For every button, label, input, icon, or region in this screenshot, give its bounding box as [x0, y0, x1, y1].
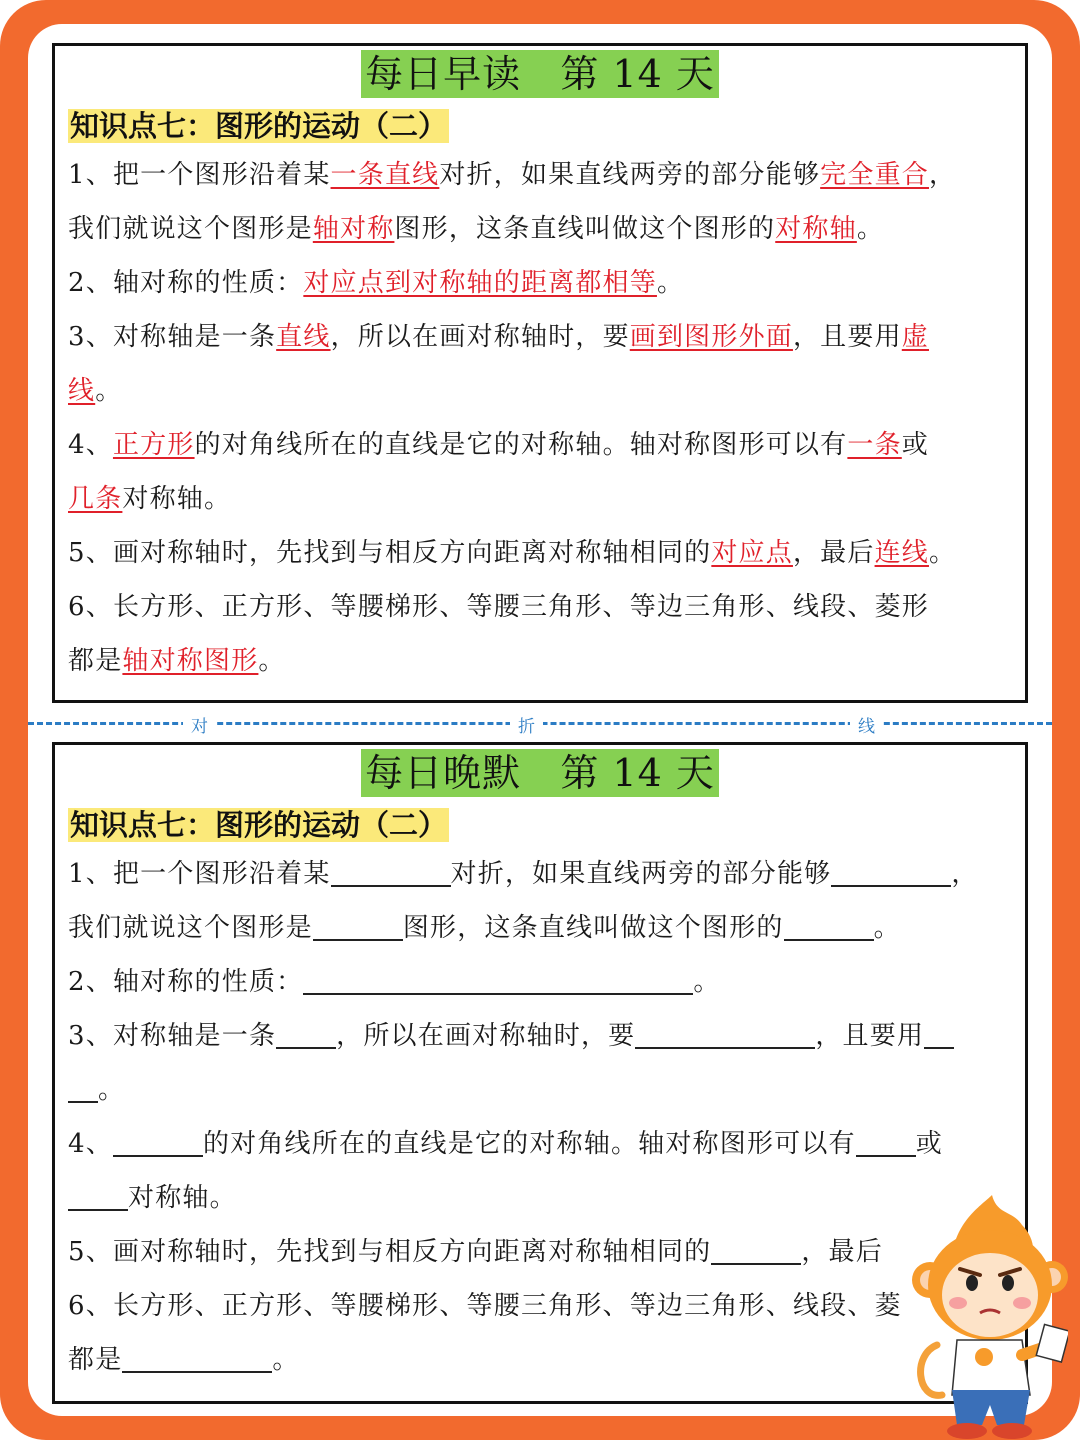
morning-reading-card	[52, 43, 1028, 703]
answer-text: 对应点到对称轴的距离都相等	[303, 268, 657, 298]
plain-text: 。	[928, 538, 957, 568]
evening-content	[68, 847, 1018, 1387]
text-line	[68, 847, 1018, 901]
text-line	[68, 256, 1018, 310]
plain-text: 对折，如果直线两旁的部分能够	[439, 160, 821, 190]
plain-text: 我们就说这个图形是	[68, 214, 313, 244]
fill-blank	[831, 847, 951, 887]
evening-section-heading: 知识点七：图形的运动（二）	[70, 808, 448, 842]
answer-text: 对应点	[711, 538, 793, 568]
plain-text: 都是	[68, 1345, 123, 1375]
plain-text: 或	[915, 1129, 943, 1159]
text-line	[68, 955, 1018, 1009]
answer-text: 完全重合	[820, 160, 929, 190]
answer-text: 虚	[901, 322, 929, 352]
plain-text: 。	[856, 214, 885, 244]
morning-section-heading: 知识点七：图形的运动（二）	[70, 109, 448, 143]
text-line	[68, 1333, 1018, 1387]
plain-text: ，	[928, 160, 957, 190]
plain-text: 或	[901, 430, 929, 460]
fill-blank	[711, 1225, 801, 1265]
plain-text: 6、长方形、正方形、等腰梯形、等腰三角形、等边三角形、线段、菱	[68, 1291, 902, 1321]
fill-blank	[113, 1117, 203, 1157]
evening-dictation-card	[52, 742, 1028, 1404]
plain-text: 。	[95, 376, 123, 406]
answer-text: 线	[68, 376, 96, 406]
plain-text: 5、画对称轴时，先找到与相反方向距离对称轴相同的	[68, 1237, 712, 1267]
plain-text: ，最后	[792, 538, 875, 568]
fill-blank	[331, 847, 451, 887]
text-line	[68, 364, 1018, 418]
answer-text: 一条直线	[330, 160, 440, 190]
fill-blank	[924, 1009, 954, 1049]
text-line	[68, 1171, 1018, 1225]
plain-text: 6、长方形、正方形、等腰梯形、等腰三角形、等边三角形、线段、菱形	[68, 592, 929, 622]
plain-text: ，最后	[801, 1237, 883, 1267]
plain-text: ，所以在画对称轴时，要	[336, 1021, 636, 1051]
plain-text: 2、轴对称的性质：	[68, 967, 304, 997]
fill-blank	[122, 1333, 272, 1373]
fill-blank	[784, 901, 874, 941]
answer-text: 轴对称图形	[122, 646, 259, 676]
monkey-mascot-icon	[912, 1195, 1068, 1440]
text-line	[68, 1063, 1018, 1117]
text-line	[68, 310, 1018, 364]
plain-text: 。	[693, 967, 721, 997]
fold-label-1: 对	[183, 712, 216, 737]
plain-text: 的对角线所在的直线是它的对称轴。轴对称图形可以有	[194, 430, 848, 460]
fill-blank	[856, 1117, 916, 1157]
answer-text: 对称轴	[775, 214, 857, 244]
plain-text: 的对角线所在的直线是它的对称轴。轴对称图形可以有	[202, 1129, 856, 1159]
fill-blank	[276, 1009, 336, 1049]
plain-text: 图形，这条直线叫做这个图形的	[402, 913, 784, 943]
fill-blank	[303, 955, 693, 995]
fill-blank	[68, 1063, 98, 1103]
plain-text: 4、	[68, 430, 113, 460]
plain-text: 2、轴对称的性质：	[68, 268, 304, 298]
plain-text: ，所以在画对称轴时，要	[330, 322, 630, 352]
fold-label-2: 折	[510, 712, 543, 737]
plain-text: 对称轴。	[128, 1183, 237, 1213]
evening-title: 每日晚默 第 14 天	[361, 749, 719, 797]
fill-blank	[313, 901, 403, 941]
plain-text: ，且要用	[792, 322, 902, 352]
text-line	[68, 1117, 1018, 1171]
plain-text: 。	[98, 1075, 126, 1105]
plain-text: 。	[258, 646, 286, 676]
answer-text: 连线	[874, 538, 929, 568]
plain-text: 我们就说这个图形是	[68, 913, 313, 943]
answer-text: 画到图形外面	[629, 322, 793, 352]
fill-blank	[635, 1009, 815, 1049]
text-line	[68, 580, 1018, 634]
plain-text: 都是	[68, 646, 123, 676]
plain-text: 图形，这条直线叫做这个图形的	[394, 214, 776, 244]
answer-text: 正方形	[112, 430, 195, 460]
plain-text: 4、	[68, 1129, 113, 1159]
answer-text: 一条	[847, 430, 902, 460]
plain-text: 。	[272, 1345, 300, 1375]
text-line	[68, 634, 1018, 688]
text-line	[68, 901, 1018, 955]
fold-label-3: 线	[850, 712, 883, 737]
plain-text: 对折，如果直线两旁的部分能够	[450, 859, 832, 889]
text-line	[68, 1279, 1018, 1333]
plain-text: 3、对称轴是一条	[68, 322, 277, 352]
answer-text: 直线	[276, 322, 331, 352]
plain-text: 1、把一个图形沿着某	[68, 160, 331, 190]
text-line	[68, 418, 1018, 472]
answer-text: 轴对称	[312, 214, 395, 244]
plain-text: 。	[656, 268, 685, 298]
text-line	[68, 148, 1018, 202]
text-line	[68, 1225, 1018, 1279]
plain-text: 对称轴。	[122, 484, 232, 514]
plain-text: 1、把一个图形沿着某	[68, 859, 331, 889]
text-line	[68, 1009, 1018, 1063]
text-line	[68, 202, 1018, 256]
plain-text: ，	[951, 859, 979, 889]
plain-text: 5、画对称轴时，先找到与相反方向距离对称轴相同的	[68, 538, 712, 568]
morning-content	[68, 148, 1018, 688]
text-line	[68, 472, 1018, 526]
plain-text: 3、对称轴是一条	[68, 1021, 277, 1051]
fill-blank	[68, 1171, 128, 1211]
morning-title: 每日早读 第 14 天	[361, 50, 719, 98]
plain-text: ，且要用	[815, 1021, 925, 1051]
plain-text: 。	[873, 913, 901, 943]
answer-text: 几条	[68, 484, 123, 514]
text-line	[68, 526, 1018, 580]
